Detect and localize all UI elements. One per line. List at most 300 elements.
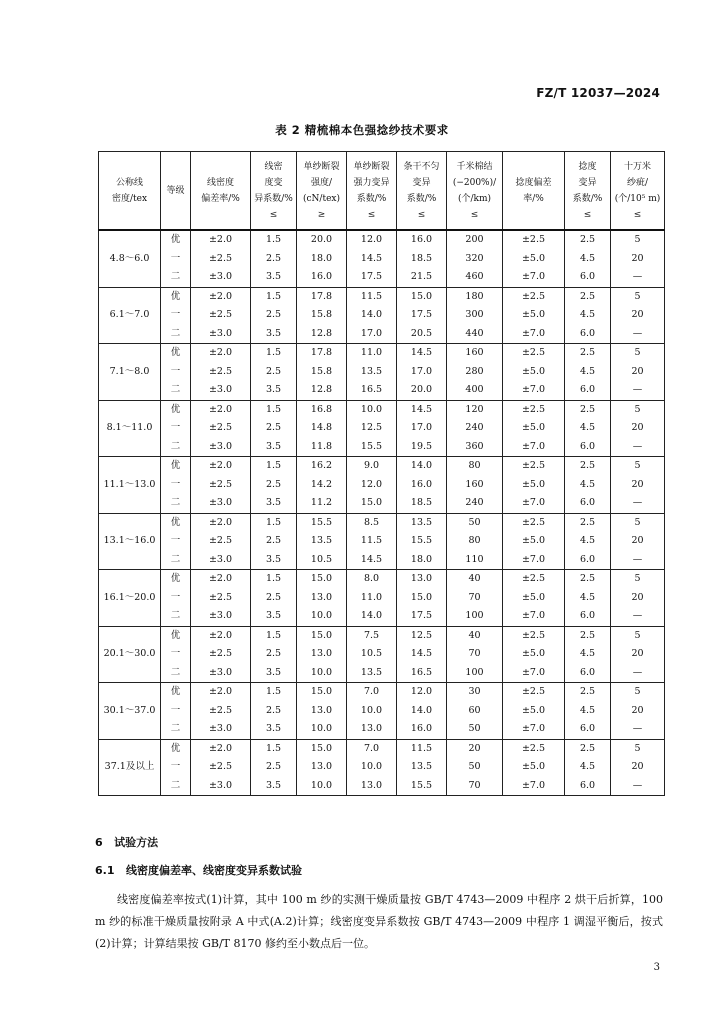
table-cell: 160 (447, 344, 503, 363)
table-cell: 4.5 (565, 532, 611, 551)
table-cell: ±3.0 (191, 381, 251, 400)
table-cell: 优 (161, 457, 191, 476)
table-cell: — (611, 551, 665, 570)
column-header: 等级 (161, 152, 191, 231)
table-row (99, 664, 665, 683)
table-cell: 200 (447, 230, 503, 250)
table-cell: ±2.5 (191, 532, 251, 551)
table-row (99, 306, 665, 325)
linear-density-range: 4.8～6.0 (99, 230, 161, 287)
column-header: 千米棉结 (−200%)/ (个/km) ≤ (447, 152, 503, 231)
table-cell: 6.0 (565, 777, 611, 796)
table-cell: ±5.0 (503, 419, 565, 438)
table-cell: 9.0 (347, 457, 397, 476)
table-cell: 4.5 (565, 758, 611, 777)
table-cell: 11.5 (397, 739, 447, 758)
table-cell: 400 (447, 381, 503, 400)
table-cell: 2.5 (565, 344, 611, 363)
table-cell: 100 (447, 607, 503, 626)
table-cell: 5 (611, 570, 665, 589)
table-cell: 6.0 (565, 607, 611, 626)
table-cell: 16.5 (397, 664, 447, 683)
table-row (99, 532, 665, 551)
table-cell: 3.5 (251, 720, 297, 739)
table-cell: 15.0 (297, 683, 347, 702)
table-cell: 13.5 (347, 664, 397, 683)
table-cell: ±2.5 (191, 363, 251, 382)
column-header: 线密 度变 异系数/% ≤ (251, 152, 297, 231)
table-cell: 50 (447, 758, 503, 777)
table-cell: 20 (611, 532, 665, 551)
table-cell: 15.0 (297, 570, 347, 589)
table-cell: 10.5 (297, 551, 347, 570)
table-cell: ±5.0 (503, 363, 565, 382)
table-cell: 13.0 (297, 589, 347, 608)
table-cell: 70 (447, 645, 503, 664)
table-cell: ±2.0 (191, 513, 251, 532)
table-row (99, 570, 665, 589)
table-cell: 二 (161, 664, 191, 683)
table-cell: 3.5 (251, 664, 297, 683)
table-cell: ±2.0 (191, 570, 251, 589)
table-cell: 11.2 (297, 494, 347, 513)
table-cell: 优 (161, 400, 191, 419)
table-cell: 10.0 (297, 607, 347, 626)
table-cell: 20.5 (397, 325, 447, 344)
table-cell: 1.5 (251, 344, 297, 363)
table-row (99, 645, 665, 664)
table-cell: ±5.0 (503, 476, 565, 495)
table-row (99, 702, 665, 721)
table-cell: 15.5 (347, 438, 397, 457)
table-cell: — (611, 777, 665, 796)
table-cell: 60 (447, 702, 503, 721)
table-cell: 160 (447, 476, 503, 495)
table-cell: 3.5 (251, 268, 297, 287)
table-row (99, 438, 665, 457)
table-cell: ±7.0 (503, 664, 565, 683)
table-cell: 20 (611, 758, 665, 777)
table-cell: 16.5 (347, 381, 397, 400)
table-cell: ±2.5 (503, 626, 565, 645)
table-cell: 2.5 (251, 250, 297, 269)
table-cell: 1.5 (251, 287, 297, 306)
table-cell: ±2.0 (191, 457, 251, 476)
table-cell: 1.5 (251, 513, 297, 532)
table-cell: — (611, 720, 665, 739)
table-cell: 二 (161, 777, 191, 796)
table-row (99, 720, 665, 739)
table-cell: ±7.0 (503, 720, 565, 739)
table-cell: 11.8 (297, 438, 347, 457)
table-cell: — (611, 607, 665, 626)
table-cell: 14.0 (397, 457, 447, 476)
table-cell: 17.5 (397, 607, 447, 626)
table-row (99, 287, 665, 306)
table-cell: 二 (161, 720, 191, 739)
table-cell: 1.5 (251, 570, 297, 589)
table-cell: 2.5 (251, 758, 297, 777)
section-title: 试验方法 (114, 836, 159, 849)
table-cell: 5 (611, 626, 665, 645)
table-cell: 80 (447, 457, 503, 476)
table-row (99, 325, 665, 344)
table-cell: 优 (161, 287, 191, 306)
table-row (99, 476, 665, 495)
linear-density-range: 13.1～16.0 (99, 513, 161, 570)
table-cell: 3.5 (251, 325, 297, 344)
table-cell: 70 (447, 777, 503, 796)
table-cell: 50 (447, 513, 503, 532)
table-cell: 13.0 (297, 702, 347, 721)
table-cell: 360 (447, 438, 503, 457)
table-cell: 14.5 (347, 551, 397, 570)
table-cell: 20 (611, 363, 665, 382)
table-cell: 240 (447, 494, 503, 513)
section-number: 6.1 (95, 864, 115, 877)
table-cell: 5 (611, 230, 665, 250)
table-cell: 1.5 (251, 400, 297, 419)
table-cell: 17.5 (397, 306, 447, 325)
table-cell: ±7.0 (503, 494, 565, 513)
table-cell: 13.0 (347, 720, 397, 739)
table-row (99, 589, 665, 608)
table-cell: 优 (161, 513, 191, 532)
table-cell: ±7.0 (503, 777, 565, 796)
table-cell: 2.5 (565, 626, 611, 645)
table-cell: ±5.0 (503, 306, 565, 325)
table-cell: 14.5 (347, 250, 397, 269)
linear-density-range: 37.1及以上 (99, 739, 161, 796)
table-cell: 一 (161, 476, 191, 495)
table-cell: 12.8 (297, 381, 347, 400)
table-cell: — (611, 664, 665, 683)
table-cell: 50 (447, 720, 503, 739)
table-cell: 16.2 (297, 457, 347, 476)
table-cell: 16.0 (397, 230, 447, 250)
table-cell: 440 (447, 325, 503, 344)
table-cell: 二 (161, 607, 191, 626)
table-cell: 3.5 (251, 777, 297, 796)
table-cell: 11.0 (347, 589, 397, 608)
table-cell: ±3.0 (191, 720, 251, 739)
table-cell: 2.5 (251, 532, 297, 551)
linear-density-range: 7.1～8.0 (99, 344, 161, 401)
table-cell: 优 (161, 570, 191, 589)
table-row (99, 419, 665, 438)
table-cell: 2.5 (565, 400, 611, 419)
table-cell: 一 (161, 758, 191, 777)
table-cell: ±7.0 (503, 381, 565, 400)
table-cell: 3.5 (251, 607, 297, 626)
table-cell: 13.0 (397, 570, 447, 589)
table-cell: 8.5 (347, 513, 397, 532)
table-cell: 5 (611, 287, 665, 306)
table-cell: 12.5 (347, 419, 397, 438)
table-cell: 3.5 (251, 551, 297, 570)
table-row (99, 683, 665, 702)
table-cell: 优 (161, 344, 191, 363)
section-number: 6 (95, 836, 103, 849)
method-paragraph: 线密度偏差率按式(1)计算，其中 100 m 纱的实测干燥质量按 GB/T 4743—2009 中程序 2 烘干后折算，100 m 纱的标准干燥质量按附录 A 中式(A.2)计算；线密度变异系数按 GB/T 4743—2009 中程序 1 调湿平衡后，按式(2)计算；计算结果按 GB/T 8170 修约至小数点后一位。 (95, 893, 663, 950)
table-cell: ±2.5 (191, 589, 251, 608)
table-cell: ±2.5 (503, 570, 565, 589)
table-cell: 18.0 (297, 250, 347, 269)
table-cell: ±7.0 (503, 607, 565, 626)
table-cell: 16.8 (297, 400, 347, 419)
table-cell: 优 (161, 683, 191, 702)
table-row (99, 551, 665, 570)
table-cell: 15.5 (397, 777, 447, 796)
table-row (99, 626, 665, 645)
section-6-1-heading (95, 862, 302, 878)
table-cell: 一 (161, 419, 191, 438)
spec-table (98, 151, 665, 796)
table-cell: 21.5 (397, 268, 447, 287)
table-cell: 10.0 (297, 720, 347, 739)
table-cell: 10.0 (297, 664, 347, 683)
page-number: 3 (653, 962, 660, 973)
table-cell: 6.0 (565, 664, 611, 683)
table-cell: 20 (611, 419, 665, 438)
table-cell: 2.5 (251, 645, 297, 664)
table-cell: 14.0 (397, 702, 447, 721)
table-cell: 14.8 (297, 419, 347, 438)
table-cell: — (611, 268, 665, 287)
table-cell: 二 (161, 438, 191, 457)
table-cell: 1.5 (251, 626, 297, 645)
table-cell: 16.0 (397, 476, 447, 495)
table-cell: 一 (161, 589, 191, 608)
table-cell: 20 (611, 645, 665, 664)
table-caption: 表 2 精梳棉本色强捻纱技术要求 (275, 123, 449, 137)
table-cell: ±5.0 (503, 702, 565, 721)
table-cell: 6.0 (565, 268, 611, 287)
table-cell: 20 (611, 589, 665, 608)
table-cell: 2.5 (565, 739, 611, 758)
table-cell: ±5.0 (503, 589, 565, 608)
table-row (99, 381, 665, 400)
table-cell: 5 (611, 513, 665, 532)
table-cell: 14.0 (347, 607, 397, 626)
table-cell: 100 (447, 664, 503, 683)
table-cell: ±2.5 (503, 513, 565, 532)
table-cell: 4.5 (565, 306, 611, 325)
table-cell: ±2.0 (191, 344, 251, 363)
table-cell: 一 (161, 363, 191, 382)
table-cell: 5 (611, 739, 665, 758)
table-cell: ±2.5 (191, 476, 251, 495)
table-cell: ±2.5 (503, 230, 565, 250)
column-header: 捻度 变异 系数/% ≤ (565, 152, 611, 231)
table-cell: ±3.0 (191, 494, 251, 513)
table-cell: 20 (611, 476, 665, 495)
table-cell: 40 (447, 570, 503, 589)
table-cell: 二 (161, 325, 191, 344)
table-cell: 优 (161, 739, 191, 758)
table-cell: ±2.5 (503, 457, 565, 476)
section-title: 线密度偏差率、线密度变异系数试验 (126, 864, 302, 877)
table-cell: 优 (161, 230, 191, 250)
table-cell: ±2.0 (191, 626, 251, 645)
table-row (99, 363, 665, 382)
table-cell: 180 (447, 287, 503, 306)
table-cell: 11.0 (347, 344, 397, 363)
table-cell: 1.5 (251, 739, 297, 758)
table-cell: 15.8 (297, 363, 347, 382)
table-row (99, 400, 665, 419)
table-cell: ±3.0 (191, 551, 251, 570)
table-cell: 13.0 (347, 777, 397, 796)
table-cell: 13.5 (297, 532, 347, 551)
table-cell: 12.5 (397, 626, 447, 645)
table-cell: 2.5 (565, 513, 611, 532)
table-row (99, 457, 665, 476)
table-cell: 一 (161, 250, 191, 269)
table-cell: 7.0 (347, 739, 397, 758)
table-cell: 6.0 (565, 720, 611, 739)
table-cell: 11.5 (347, 532, 397, 551)
table-cell: ±2.5 (503, 287, 565, 306)
table-cell: ±5.0 (503, 250, 565, 269)
table-cell: 460 (447, 268, 503, 287)
table-cell: 14.5 (397, 400, 447, 419)
table-cell: — (611, 494, 665, 513)
linear-density-range: 30.1～37.0 (99, 683, 161, 740)
table-cell: 18.5 (397, 250, 447, 269)
table-cell: 80 (447, 532, 503, 551)
table-cell: 4.5 (565, 702, 611, 721)
linear-density-range: 6.1～7.0 (99, 287, 161, 344)
table-cell: 4.5 (565, 250, 611, 269)
table-row (99, 344, 665, 363)
linear-density-range: 16.1～20.0 (99, 570, 161, 627)
table-cell: 15.0 (397, 287, 447, 306)
linear-density-range: 8.1～11.0 (99, 400, 161, 457)
table-cell: 优 (161, 626, 191, 645)
table-cell: 一 (161, 532, 191, 551)
table-cell: 10.0 (297, 777, 347, 796)
table-cell: ±2.5 (503, 400, 565, 419)
table-cell: 15.0 (297, 626, 347, 645)
table-cell: 4.5 (565, 363, 611, 382)
table-cell: 110 (447, 551, 503, 570)
table-cell: 13.0 (297, 645, 347, 664)
table-cell: ±2.5 (191, 250, 251, 269)
table-cell: 4.5 (565, 589, 611, 608)
table-cell: 12.0 (347, 476, 397, 495)
table-cell: 2.5 (251, 702, 297, 721)
table-cell: ±2.5 (191, 702, 251, 721)
table-cell: 7.5 (347, 626, 397, 645)
table-cell: — (611, 438, 665, 457)
column-header: 线密度 偏差率/% (191, 152, 251, 231)
table-cell: 15.0 (297, 739, 347, 758)
table-cell: 12.8 (297, 325, 347, 344)
table-cell: 二 (161, 551, 191, 570)
table-cell: 40 (447, 626, 503, 645)
table-cell: 5 (611, 683, 665, 702)
table-cell: 14.5 (397, 645, 447, 664)
column-header: 十万米 纱疵/ (个/10⁵ m) ≤ (611, 152, 665, 231)
section-6-heading (95, 834, 158, 850)
table-row (99, 607, 665, 626)
table-cell: 20 (611, 702, 665, 721)
table-cell: 一 (161, 306, 191, 325)
table-cell: 4.5 (565, 645, 611, 664)
linear-density-range: 20.1～30.0 (99, 626, 161, 683)
table-cell: 1.5 (251, 457, 297, 476)
table-cell: 5 (611, 344, 665, 363)
table-cell: 10.5 (347, 645, 397, 664)
table-cell: 15.8 (297, 306, 347, 325)
table-cell: 5 (611, 400, 665, 419)
table-cell: 6.0 (565, 381, 611, 400)
table-cell: ±3.0 (191, 268, 251, 287)
document-number: FZ/T 12037—2024 (536, 86, 660, 100)
table-cell: 2.5 (565, 570, 611, 589)
table-cell: 280 (447, 363, 503, 382)
table-row (99, 513, 665, 532)
table-cell: ±3.0 (191, 664, 251, 683)
table-cell: 12.0 (397, 683, 447, 702)
table-cell: 二 (161, 494, 191, 513)
table-cell: 一 (161, 645, 191, 664)
table-cell: 20 (447, 739, 503, 758)
table-cell: ±7.0 (503, 325, 565, 344)
column-header: 公称线 密度/tex (99, 152, 161, 231)
table-cell: ±5.0 (503, 532, 565, 551)
column-header: 单纱断裂 强力变异 系数/% ≤ (347, 152, 397, 231)
column-header: 单纱断裂 强度/ (cN/tex) ≥ (297, 152, 347, 231)
table-cell: 16.0 (297, 268, 347, 287)
table-cell: ±2.5 (503, 739, 565, 758)
table-cell: 18.0 (397, 551, 447, 570)
table-cell: 10.0 (347, 400, 397, 419)
linear-density-range: 11.1～13.0 (99, 457, 161, 514)
table-cell: 17.0 (397, 363, 447, 382)
table-cell: 4.5 (565, 476, 611, 495)
table-cell: 15.0 (347, 494, 397, 513)
table-cell: 7.0 (347, 683, 397, 702)
table-cell: 70 (447, 589, 503, 608)
table-cell: 13.5 (397, 758, 447, 777)
table-cell: 16.0 (397, 720, 447, 739)
table-cell: 19.5 (397, 438, 447, 457)
table-cell: ±2.0 (191, 683, 251, 702)
table-cell: ±2.5 (191, 645, 251, 664)
table-cell: ±2.5 (503, 344, 565, 363)
table-cell: 3.5 (251, 438, 297, 457)
table-cell: 13.5 (347, 363, 397, 382)
table-cell: 17.5 (347, 268, 397, 287)
table-cell: ±7.0 (503, 551, 565, 570)
table-cell: 17.0 (347, 325, 397, 344)
column-header: 条干不匀 变异 系数/% ≤ (397, 152, 447, 231)
table-cell: 6.0 (565, 438, 611, 457)
table-cell: 14.2 (297, 476, 347, 495)
table-cell: 13.5 (397, 513, 447, 532)
table-cell: 2.5 (565, 683, 611, 702)
table-cell: 15.0 (397, 589, 447, 608)
column-header: 捻度偏差 率/% (503, 152, 565, 231)
table-cell: 20.0 (397, 381, 447, 400)
table-cell: 5 (611, 457, 665, 476)
table-cell: — (611, 381, 665, 400)
table-cell: 6.0 (565, 551, 611, 570)
table-row (99, 739, 665, 758)
table-cell: 30 (447, 683, 503, 702)
